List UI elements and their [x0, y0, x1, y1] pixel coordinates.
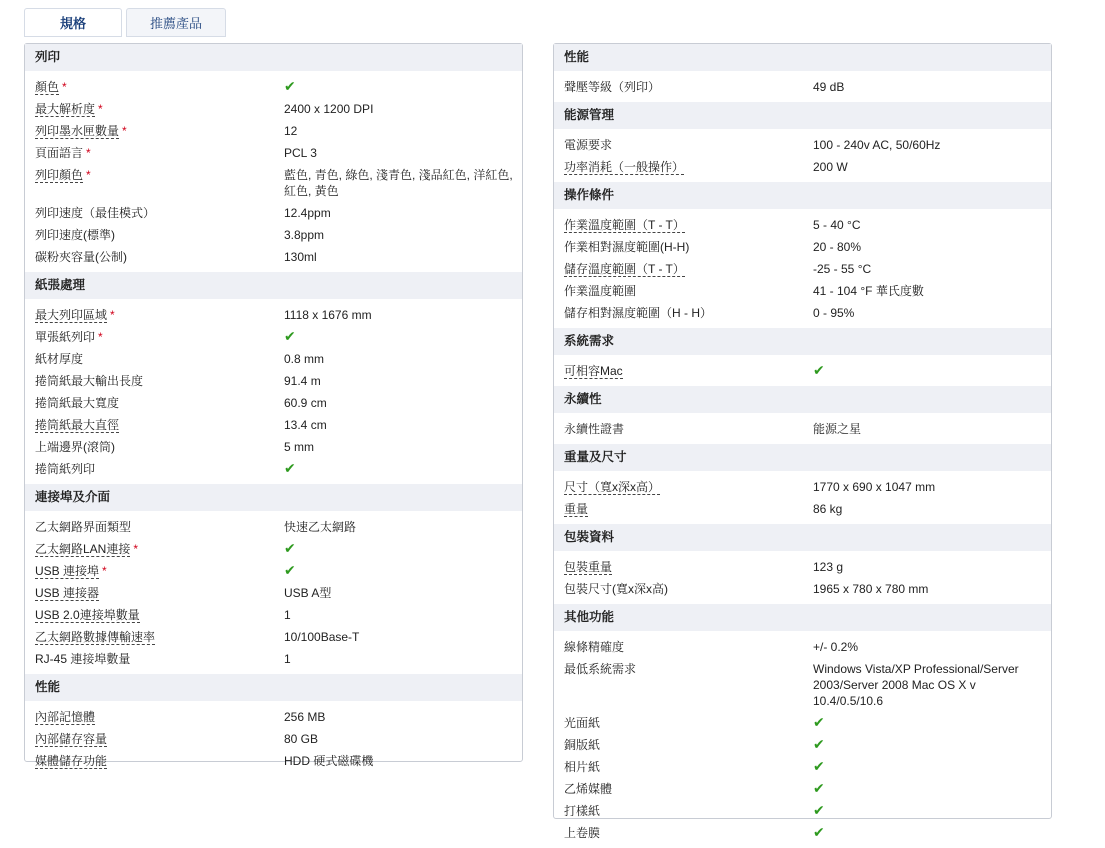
spec-value: 1118 x 1676 mm: [284, 308, 372, 322]
section-header: 操作條件: [554, 182, 1051, 210]
spec-label-cell: [25, 439, 284, 455]
spec-value-cell: [284, 79, 522, 95]
spec-value-cell: [813, 261, 1051, 277]
spec-value-cell: [813, 421, 1051, 437]
spec-row: [554, 236, 1051, 258]
section-header: 包裝資料: [554, 524, 1051, 552]
spec-label-cell: [25, 519, 284, 535]
spec-label: 上卷膜: [564, 826, 601, 840]
spec-label: 上端邊界(滾筒): [35, 440, 115, 454]
spec-label-cell: [554, 239, 813, 255]
spec-row: [25, 728, 522, 750]
spec-value-cell: [813, 137, 1051, 153]
spec-row: [25, 304, 522, 326]
spec-value: 123 g: [813, 560, 844, 574]
spec-value-cell: [284, 101, 522, 117]
check-icon: ✔: [813, 362, 825, 378]
spec-value: 5 - 40 °C: [813, 218, 861, 232]
spec-label[interactable]: 乙太網路數據傳輸速率: [35, 630, 156, 644]
spec-label-cell: [25, 205, 284, 221]
spec-row: [554, 734, 1051, 756]
spec-value-cell: [284, 351, 522, 367]
section-header: 性能: [554, 44, 1051, 72]
spec-row: [554, 76, 1051, 98]
spec-value-cell: [813, 501, 1051, 517]
spec-row: [554, 800, 1051, 822]
spec-value: 49 dB: [813, 80, 845, 94]
spec-label: 捲筒紙列印: [35, 462, 96, 476]
spec-label-cell: [25, 607, 284, 623]
spec-row: [25, 98, 522, 120]
spec-row: [25, 202, 522, 224]
spec-value: 12: [284, 124, 298, 138]
spec-label[interactable]: 顏色: [35, 80, 60, 94]
section-header: 系統需求: [554, 328, 1051, 356]
spec-value-cell: [284, 563, 522, 579]
spec-label: RJ-45 連接埠數量: [35, 652, 131, 666]
spec-row: [25, 560, 522, 582]
spec-value: 0.8 mm: [284, 352, 325, 366]
spec-value-cell: [284, 461, 522, 477]
spec-row: [25, 626, 522, 648]
spec-label-cell: [554, 737, 813, 753]
spec-row: [25, 414, 522, 436]
spec-value: 1: [284, 652, 291, 666]
spec-value-cell: [813, 825, 1051, 841]
spec-row: [25, 750, 522, 772]
spec-label-cell: [25, 101, 284, 117]
spec-label[interactable]: 儲存溫度範圍（T - T）: [564, 262, 685, 276]
spec-row: [554, 258, 1051, 280]
check-icon: ✔: [813, 802, 825, 818]
spec-row: [25, 370, 522, 392]
spec-label: 打樣紙: [564, 804, 601, 818]
tab-recommended-products[interactable]: 推薦產品: [126, 8, 226, 37]
specs-panel-left: [24, 43, 523, 768]
spec-label-cell: [25, 461, 284, 477]
spec-label-cell: [554, 803, 813, 819]
spec-row: [25, 706, 522, 728]
spec-label-cell: [25, 351, 284, 367]
spec-row: [25, 436, 522, 458]
spec-label[interactable]: USB 2.0連接埠數量: [35, 608, 140, 622]
spec-label-cell: [554, 261, 813, 277]
spec-value: 86 kg: [813, 502, 843, 516]
spec-label-cell: [554, 159, 813, 175]
spec-value: 12.4ppm: [284, 206, 331, 220]
spec-value-cell: [813, 559, 1051, 575]
spec-label-cell: [25, 373, 284, 389]
spec-value: 0 - 95%: [813, 306, 855, 320]
section-header: 其他功能: [554, 604, 1051, 632]
spec-row: [554, 578, 1051, 600]
spec-value-cell: [813, 803, 1051, 819]
spec-row: [25, 246, 522, 268]
spec-value: 1965 x 780 x 780 mm: [813, 582, 929, 596]
required-asterisk: *: [122, 124, 127, 138]
spec-label: 電源要求: [564, 138, 613, 152]
spec-value-cell: [284, 307, 522, 323]
spec-value-cell: [284, 249, 522, 265]
spec-row: [554, 156, 1051, 178]
spec-value: 3.8ppm: [284, 228, 325, 242]
spec-value-cell: [813, 159, 1051, 175]
spec-value: 20 - 80%: [813, 240, 862, 254]
spec-value-cell: [813, 479, 1051, 495]
spec-label-cell: [25, 123, 284, 139]
spec-row: [25, 224, 522, 246]
spec-label[interactable]: 最大解析度: [35, 102, 96, 116]
spec-label-cell: [554, 79, 813, 95]
spec-value-cell: [284, 227, 522, 243]
spec-value: Windows Vista/XP Professional/Server 2003/Server 2008 Mac OS X v 10.4/0.5/10.6: [813, 662, 1019, 708]
spec-row: [554, 658, 1051, 712]
spec-label-cell: [554, 217, 813, 233]
spec-label-cell: [554, 825, 813, 841]
spec-row: [554, 822, 1051, 844]
check-icon: ✔: [813, 736, 825, 752]
spec-value: 藍色, 青色, 綠色, 淺青色, 淺品紅色, 洋紅色, 紅色, 黃色: [284, 168, 513, 198]
spec-label-cell: [554, 559, 813, 575]
spec-label-cell: [554, 661, 813, 677]
check-icon: ✔: [284, 562, 296, 578]
spec-value-cell: [813, 305, 1051, 321]
spec-label-cell: [25, 329, 284, 345]
required-asterisk: *: [86, 168, 91, 182]
spec-label: 頁面語言: [35, 146, 84, 160]
spec-label-cell: [25, 79, 284, 95]
spec-value-cell: [813, 581, 1051, 597]
spec-label: 紙材厚度: [35, 352, 84, 366]
spec-label: 乙烯媒體: [564, 782, 613, 796]
spec-label[interactable]: USB 連接器: [35, 586, 100, 600]
spec-value: 256 MB: [284, 710, 326, 724]
spec-value: 5 mm: [284, 440, 314, 454]
spec-label: 列印速度（最佳模式）: [35, 206, 156, 220]
required-asterisk: *: [98, 330, 103, 344]
spec-value-cell: [813, 661, 1051, 709]
spec-label[interactable]: 內部記憶體: [35, 710, 96, 724]
spec-row: [25, 516, 522, 538]
spec-value-cell: [284, 753, 522, 769]
spec-value-cell: [284, 585, 522, 601]
spec-row: [25, 142, 522, 164]
spec-value: 41 - 104 °F 華氏度數: [813, 284, 924, 298]
spec-value-cell: [813, 239, 1051, 255]
spec-row: [25, 538, 522, 560]
spec-row: [25, 604, 522, 626]
section-header: 永續性: [554, 386, 1051, 414]
check-icon: ✔: [284, 78, 296, 94]
spec-value: 200 W: [813, 160, 848, 174]
required-asterisk: *: [62, 80, 67, 94]
spec-value-cell: [284, 145, 522, 161]
required-asterisk: *: [102, 564, 107, 578]
section-header: 列印: [25, 44, 522, 72]
spec-label: 捲筒紙最大寬度: [35, 396, 120, 410]
spec-row: [25, 76, 522, 98]
spec-value-cell: [813, 715, 1051, 731]
spec-value-cell: [284, 395, 522, 411]
specs-panel-right: [553, 43, 1052, 840]
spec-row: [554, 214, 1051, 236]
spec-label[interactable]: 媒體儲存功能: [35, 754, 108, 768]
spec-label-cell: [25, 651, 284, 667]
spec-value-cell: [284, 541, 522, 557]
spec-label-cell: [25, 563, 284, 579]
spec-value: 91.4 m: [284, 374, 321, 388]
spec-value-cell: [284, 519, 522, 535]
spec-row: [554, 360, 1051, 382]
spec-value-cell: [284, 373, 522, 389]
required-asterisk: *: [86, 146, 91, 160]
required-asterisk: *: [133, 542, 139, 556]
spec-label[interactable]: 尺寸（寬x深x高）: [564, 480, 661, 494]
section-header: 紙張處理: [25, 272, 522, 300]
required-asterisk: *: [110, 308, 115, 322]
spec-label-cell: [25, 731, 284, 747]
spec-label-cell: [554, 715, 813, 731]
spec-value-cell: [813, 363, 1051, 379]
spec-label-cell: [25, 753, 284, 769]
spec-value-cell: [284, 205, 522, 221]
spec-row: [554, 778, 1051, 800]
spec-value-cell: [813, 217, 1051, 233]
spec-row: [25, 392, 522, 414]
spec-row: [25, 326, 522, 348]
spec-row: [554, 712, 1051, 734]
section-header: 能源管理: [554, 102, 1051, 130]
spec-value: PCL 3: [284, 146, 317, 160]
spec-row: [554, 498, 1051, 520]
spec-label-cell: [554, 421, 813, 437]
spec-label-cell: [554, 781, 813, 797]
section-spacer: [554, 844, 1051, 848]
spec-row: [25, 348, 522, 370]
spec-label: 儲存相對濕度範圍（H - H）: [564, 306, 712, 320]
spec-label-cell: [554, 363, 813, 379]
required-asterisk: *: [98, 102, 103, 116]
spec-label-cell: [25, 167, 284, 183]
check-icon: ✔: [813, 758, 825, 774]
spec-label: 線條精確度: [564, 640, 625, 654]
spec-label: 包裝尺寸(寬x深x高): [564, 582, 668, 596]
spec-value: USB A型: [284, 586, 332, 600]
spec-value: 10/100Base-T: [284, 630, 360, 644]
spec-label: 碳粉夾容量(公制): [35, 250, 127, 264]
spec-value-cell: [813, 737, 1051, 753]
check-icon: ✔: [284, 540, 296, 556]
spec-label[interactable]: 列印墨水匣數量: [35, 124, 120, 138]
spec-label-cell: [25, 629, 284, 645]
spec-label[interactable]: 捲筒紙最大直徑: [35, 418, 120, 432]
spec-label-cell: [25, 585, 284, 601]
spec-label-cell: [25, 541, 284, 557]
spec-label[interactable]: 列印顏色: [35, 168, 84, 182]
spec-value-cell: [813, 283, 1051, 299]
section-header: 性能: [25, 674, 522, 702]
spec-row: [554, 418, 1051, 440]
spec-row: [554, 134, 1051, 156]
spec-label[interactable]: 內部儲存容量: [35, 732, 108, 746]
check-icon: ✔: [284, 328, 296, 344]
spec-label: 單張紙列印: [35, 330, 96, 344]
spec-label[interactable]: 包裝重量: [564, 560, 613, 574]
spec-label[interactable]: 重量: [564, 502, 589, 516]
section-header: 連接埠及介面: [25, 484, 522, 512]
spec-label-cell: [554, 759, 813, 775]
tab-specifications[interactable]: 規格: [24, 8, 122, 37]
spec-label-cell: [25, 395, 284, 411]
spec-label: 最低系統需求: [564, 662, 637, 676]
spec-value-cell: [284, 329, 522, 345]
spec-label: 乙太網路界面類型: [35, 520, 132, 534]
spec-value: HDD 硬式磁碟機: [284, 754, 374, 768]
spec-label-cell: [25, 227, 284, 243]
spec-label: 相片紙: [564, 760, 601, 774]
spec-label: 列印速度(標準): [35, 228, 115, 242]
spec-value-cell: [284, 417, 522, 433]
check-icon: ✔: [813, 714, 825, 730]
spec-label-cell: [25, 417, 284, 433]
spec-label-cell: [554, 479, 813, 495]
spec-label[interactable]: 乙太網路LAN連接: [35, 542, 131, 556]
spec-row: [554, 280, 1051, 302]
spec-label-cell: [25, 145, 284, 161]
spec-label-cell: [554, 137, 813, 153]
spec-value: 80 GB: [284, 732, 319, 746]
section-spacer: [25, 772, 522, 776]
spec-value: 能源之星: [813, 422, 862, 436]
spec-value: -25 - 55 °C: [813, 262, 872, 276]
spec-value-cell: [284, 167, 522, 199]
spec-value-cell: [813, 79, 1051, 95]
spec-value-cell: [813, 759, 1051, 775]
spec-label[interactable]: 作業溫度範圍（T - T）: [564, 218, 685, 232]
spec-label: 聲壓等級（列印）: [564, 80, 661, 94]
spec-value: 13.4 cm: [284, 418, 327, 432]
spec-label-cell: [25, 307, 284, 323]
spec-value: +/- 0.2%: [813, 640, 859, 654]
spec-label[interactable]: 功率消耗（一般操作）: [564, 160, 685, 174]
spec-label: 作業相對濕度範圍(H-H): [564, 240, 690, 254]
spec-row: [554, 636, 1051, 658]
spec-label-cell: [25, 249, 284, 265]
spec-value-cell: [813, 781, 1051, 797]
spec-value-cell: [813, 639, 1051, 655]
section-header: 重量及尺寸: [554, 444, 1051, 472]
spec-label[interactable]: USB 連接埠: [35, 564, 100, 578]
spec-label: 銅版紙: [564, 738, 601, 752]
spec-label-cell: [25, 709, 284, 725]
spec-label-cell: [554, 639, 813, 655]
spec-row: [25, 164, 522, 202]
spec-value-cell: [284, 439, 522, 455]
spec-value-cell: [284, 651, 522, 667]
spec-label[interactable]: 最大列印區域: [35, 308, 108, 322]
spec-value: 2400 x 1200 DPI: [284, 102, 374, 116]
spec-value-cell: [284, 629, 522, 645]
spec-value-cell: [284, 731, 522, 747]
spec-row: [25, 648, 522, 670]
spec-label: 光面紙: [564, 716, 601, 730]
spec-label-cell: [554, 283, 813, 299]
spec-value-cell: [284, 607, 522, 623]
spec-value: 130ml: [284, 250, 317, 264]
spec-value: 快速乙太網路: [284, 520, 357, 534]
spec-row: [554, 556, 1051, 578]
check-icon: ✔: [813, 780, 825, 796]
spec-value-cell: [284, 123, 522, 139]
spec-value: 1770 x 690 x 1047 mm: [813, 480, 936, 494]
spec-row: [25, 458, 522, 480]
check-icon: ✔: [813, 824, 825, 840]
spec-value: 100 - 240v AC, 50/60Hz: [813, 138, 941, 152]
spec-label: 永續性證書: [564, 422, 625, 436]
spec-row: [554, 302, 1051, 324]
spec-value: 60.9 cm: [284, 396, 327, 410]
spec-value: 1: [284, 608, 291, 622]
spec-label-cell: [554, 501, 813, 517]
spec-row: [25, 582, 522, 604]
check-icon: ✔: [284, 460, 296, 476]
spec-row: [554, 476, 1051, 498]
spec-row: [25, 120, 522, 142]
spec-row: [554, 756, 1051, 778]
spec-value-cell: [284, 709, 522, 725]
spec-label-cell: [554, 581, 813, 597]
spec-label-cell: [554, 305, 813, 321]
spec-label[interactable]: 可相容Mac: [564, 364, 623, 378]
spec-label: 捲筒紙最大輸出長度: [35, 374, 144, 388]
spec-label: 作業溫度範圍: [564, 284, 637, 298]
